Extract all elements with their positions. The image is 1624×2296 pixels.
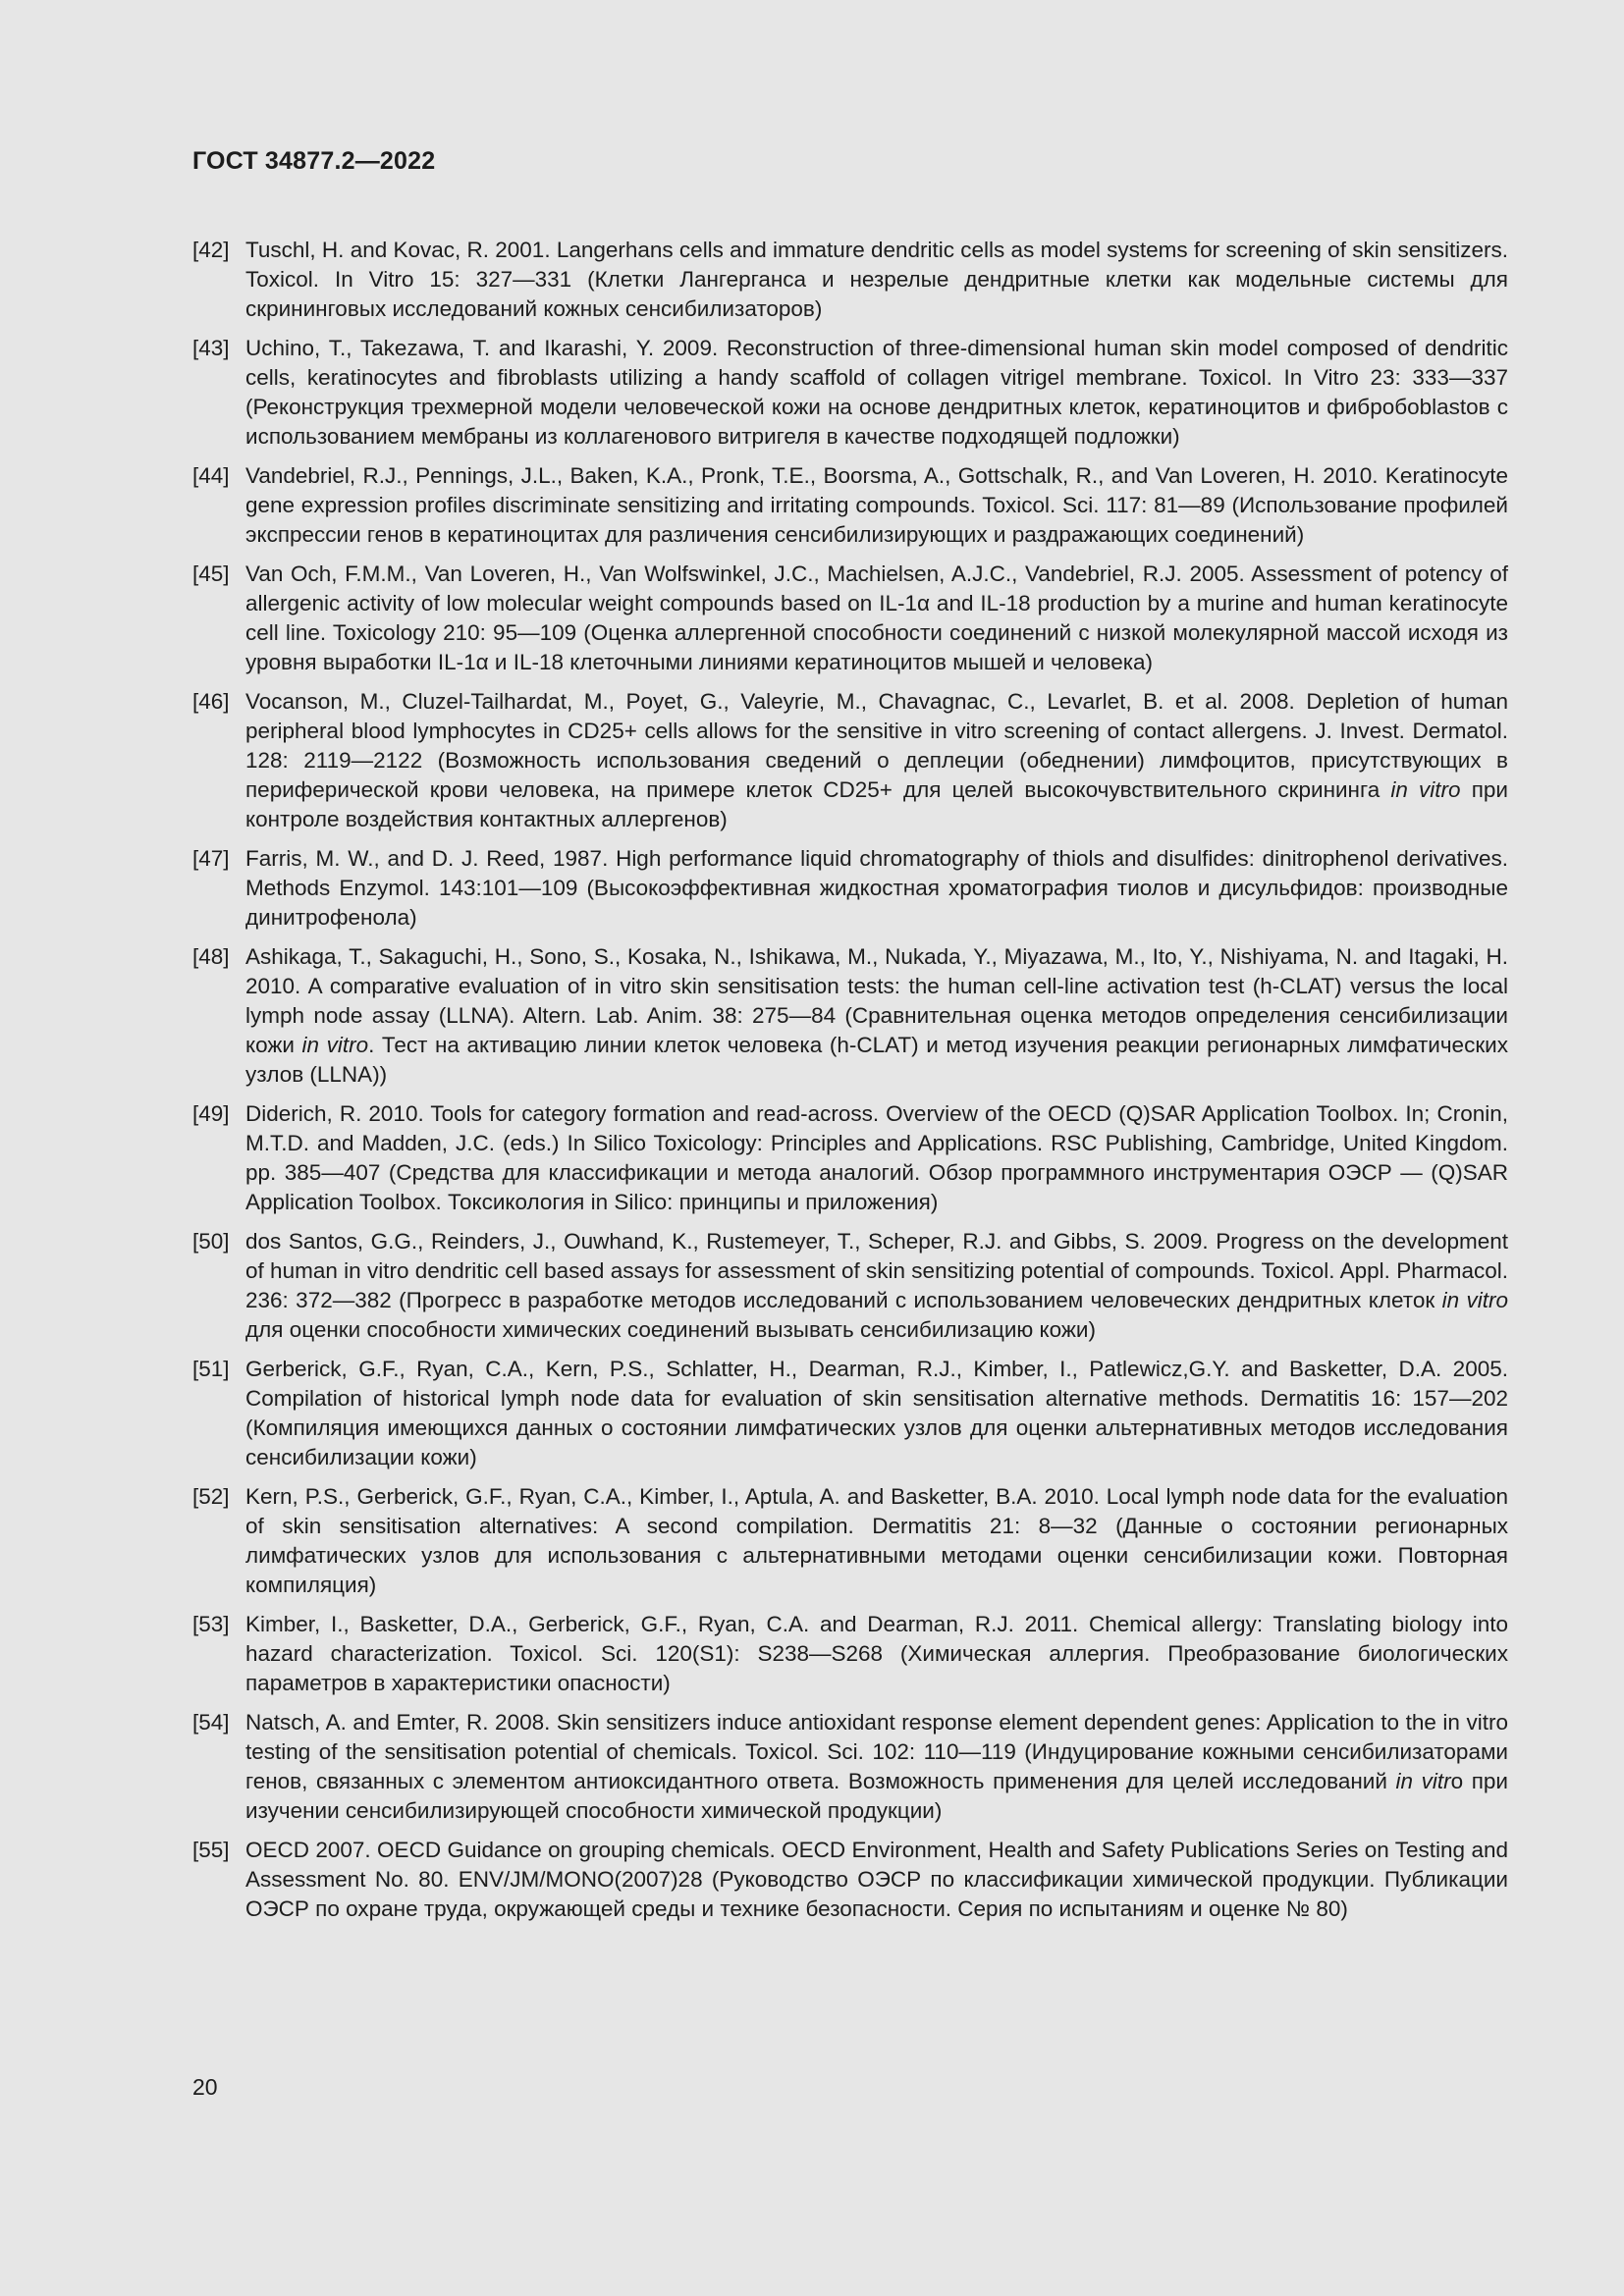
reference-text-part: Vocanson, M., Cluzel-Tailhardat, M., Poyet, G., Valeyrie, M., Chavagnac, C., Levarlet, B. et al. 2008. Depletion of human peripheral blood lymphocytes in CD25+ cells allows for the sensitive in vitro screening of contact allergens. J. Invest. Dermatol. 128: 2119—2122 (Возможность использования сведений о деплеции (обеднении) лимфоцитов, присутствующих в периферической крови человека, на примере клеток CD25+ для целей высокочувствительного скрининга <box>245 689 1508 802</box>
reference-number: [43] <box>192 336 230 360</box>
reference-text-part: o при изучении сенсибилизирующей способности химической продукции) <box>245 1769 1509 1823</box>
reference-text-italic: in vitr <box>1395 1769 1451 1793</box>
reference-text <box>245 844 1508 933</box>
reference-item <box>192 1708 1508 1826</box>
reference-text-part: для оценки способности химических соединений вызывать сенсибилизацию кожи) <box>245 1317 1096 1342</box>
reference-item <box>192 687 1508 834</box>
reference-number: [51] <box>192 1357 230 1381</box>
reference-item <box>192 1482 1508 1600</box>
reference-text <box>245 1610 1508 1698</box>
reference-number: [47] <box>192 846 230 871</box>
reference-text-part: Diderich, R. 2010. Tools for category formation and read-across. Overview of the OECD (Q)SAR Application Toolbox. In; Cronin, M.T.D. and Madden, J.C. (eds.) In Silico Toxicology: Principles and Applications. RSC Publishing, Cambridge, United Kingdom. pp. 385—407 (Средства для классификации и метода аналогий. Обзор программного инструментария ОЭСР — (Q)SAR Application Toolbox. Токсикология in Silico: принципы и приложения) <box>245 1101 1508 1214</box>
reference-number: [42] <box>192 238 230 262</box>
reference-text <box>245 560 1508 677</box>
reference-number: [52] <box>192 1484 230 1509</box>
reference-text-part: при контроле воздействия контактных аллергенов) <box>245 777 1508 831</box>
reference-text-part: Tuschl, H. and Kovac, R. 2001. Langerhans cells and immature dendritic cells as model systems for screening of skin sensitizers. Toxicol. In Vitro 15: 327—331 (Клетки Лангерганса и незрелые дендритные клетки как модельные системы для скрининговых исследований кожных сенсибилизаторов) <box>245 238 1508 321</box>
reference-number: [48] <box>192 944 230 969</box>
reference-number: [44] <box>192 463 230 488</box>
reference-text <box>245 942 1508 1090</box>
reference-text-italic: in vitro <box>1441 1288 1508 1312</box>
reference-item <box>192 560 1508 677</box>
reference-text-part: Van Och, F.M.M., Van Loveren, H., Van Wolfswinkel, J.C., Machielsen, A.J.C., Vandebriel, R.J. 2005. Assessment of potency of allergenic activity of low molecular weight compounds based on IL-1α and IL-18 production by a murine and human keratinocyte cell line. Toxicology 210: 95—109 (Оценка аллергенной способности соединений с низкой молекулярной массой исходя из уровня выработки IL-1α и IL-18 клеточными линиями кератиноцитов мышей и человека) <box>245 561 1508 674</box>
reference-text-part: Ashikaga, T., Sakaguchi, H., Sono, S., Kosaka, N., Ishikawa, M., Nukada, Y., Miyazawa, M., Ito, Y., Nishiyama, N. and Itagaki, H. 2010. A comparative evaluation of in vitro skin sensitisation tests: the human cell-line activation test (h-CLAT) versus the local lymph node assay (LLNA). Altern. Lab. Anim. 38: 275—84 (Сравнительная оценка методов определения сенсибилизации кожи <box>245 944 1508 1057</box>
reference-text-part: Vandebriel, R.J., Pennings, J.L., Baken, K.A., Pronk, T.E., Boorsma, A., Gottschalk, R., and Van Loveren, H. 2010. Keratinocyte gene expression profiles discriminate sensitizing and irritating compounds. Toxicol. Sci. 117: 81—89 (Использование профилей экспрессии генов в кератиноцитах для различения сенсибилизирующих и раздражающих соединений) <box>245 463 1508 547</box>
reference-text <box>245 1099 1508 1217</box>
reference-text <box>245 236 1508 324</box>
reference-text-part: dos Santos, G.G., Reinders, J., Ouwhand, K., Rustemeyer, T., Scheper, R.J. and Gibbs, S. 2009. Progress on the development of human in vitro dendritic cell based assays for assessment of skin sensitizing potential of compounds. Toxicol. Appl. Pharmacol. 236: 372—382 (Прогресс в разработке методов исследований с использованием человеческих дендритных клеток <box>245 1229 1508 1312</box>
reference-text <box>245 1708 1508 1826</box>
reference-text-part: Gerberick, G.F., Ryan, C.A., Kern, P.S., Schlatter, H., Dearman, R.J., Kimber, I., Patlewicz,G.Y. and Basketter, D.A. 2005. Compilation of historical lymph node data for evaluation of skin sensitisation alternative methods. Dermatitis 16: 157—202 (Компиляция имеющихся данных о состоянии лимфатических узлов для оценки альтернативных методов исследования сенсибилизации кожи) <box>245 1357 1508 1469</box>
reference-text <box>245 687 1508 834</box>
reference-list <box>192 236 1508 1934</box>
document-header: ГОСТ 34877.2—2022 <box>192 147 436 175</box>
reference-number: [54] <box>192 1710 230 1735</box>
reference-item <box>192 1610 1508 1698</box>
reference-number: [53] <box>192 1612 230 1636</box>
reference-item <box>192 461 1508 550</box>
reference-text <box>245 334 1508 452</box>
reference-number: [50] <box>192 1229 230 1254</box>
reference-text <box>245 1355 1508 1472</box>
reference-item <box>192 1099 1508 1217</box>
reference-text-italic: in vitro <box>1390 777 1461 802</box>
reference-text <box>245 1482 1508 1600</box>
reference-text-part: Farris, M. W., and D. J. Reed, 1987. High performance liquid chromatography of thiols and disulfides: dinitrophenol derivatives. Methods Enzymol. 143:101—109 (Высокоэффективная жидкостная хроматография тиолов и дисульфидов: производные динитрофенола) <box>245 846 1508 930</box>
reference-text-part: Kern, P.S., Gerberick, G.F., Ryan, C.A., Kimber, I., Aptula, A. and Basketter, B.A. 2010. Local lymph node data for the evaluation of skin sensitisation alternatives: A second compilation. Dermatitis 21: 8—32 (Данные о состоянии регионарных лимфатических узлов для использования с альтернативными методами оценки сенсибилизации кожи. Повторная компиляция) <box>245 1484 1508 1597</box>
reference-item <box>192 1355 1508 1472</box>
reference-item <box>192 334 1508 452</box>
reference-text-italic: in vitro <box>301 1033 369 1057</box>
reference-text <box>245 1227 1508 1345</box>
reference-text-part: OECD 2007. OECD Guidance on grouping chemicals. OECD Environment, Health and Safety Publications Series on Testing and Assessment No. 80. ENV/JM/MONO(2007)28 (Руководство ОЭСР по классификации химической продукции. Публикации ОЭСР по охране труда, окружающей среды и технике безопасности. Серия по испытаниям и оценке № 80) <box>245 1838 1508 1921</box>
page-number: 20 <box>192 2074 218 2100</box>
reference-item <box>192 1836 1508 1924</box>
reference-number: [55] <box>192 1838 230 1862</box>
reference-number: [49] <box>192 1101 230 1126</box>
reference-item <box>192 1227 1508 1345</box>
reference-item <box>192 236 1508 324</box>
reference-text <box>245 461 1508 550</box>
reference-item <box>192 942 1508 1090</box>
reference-text-part: Natsch, A. and Emter, R. 2008. Skin sensitizers induce antioxidant response element dependent genes: Application to the in vitro testing of the sensitisation potential of chemicals. Toxicol. Sci. 102: 110—119 (Индуцирование кожными сенсибилизаторами генов, связанных с элементом антиоксидантного ответа. Возможность применения для целей исследований <box>245 1710 1508 1793</box>
reference-text <box>245 1836 1508 1924</box>
reference-text-part: Kimber, I., Basketter, D.A., Gerberick, G.F., Ryan, C.A. and Dearman, R.J. 2011. Chemical allergy: Translating biology into hazard characterization. Toxicol. Sci. 120(S1): S238—S268 (Химическая аллергия. Преобразование биологических параметров в характеристики опасности) <box>245 1612 1508 1695</box>
reference-text-part: Uchino, T., Takezawa, T. and Ikarashi, Y. 2009. Reconstruction of three-dimensional human skin model composed of dendritic cells, keratinocytes and fibroblasts utilizing a handy scaffold of collagen vitrigel membrane. Toxicol. In Vitro 23: 333—337 (Реконструкция трехмерной модели человеческой кожи на основе дендритных клеток, кератиноцитов и фибробоblastов с использованием мембраны из коллагенового витригеля в качестве подходящей подложки) <box>245 336 1508 449</box>
reference-item <box>192 844 1508 933</box>
reference-number: [45] <box>192 561 230 586</box>
reference-text-part: . Тест на активацию линии клеток человека (h-CLAT) и метод изучения реакции регионарных лимфатических узлов (LLNA)) <box>245 1033 1508 1087</box>
reference-number: [46] <box>192 689 230 714</box>
